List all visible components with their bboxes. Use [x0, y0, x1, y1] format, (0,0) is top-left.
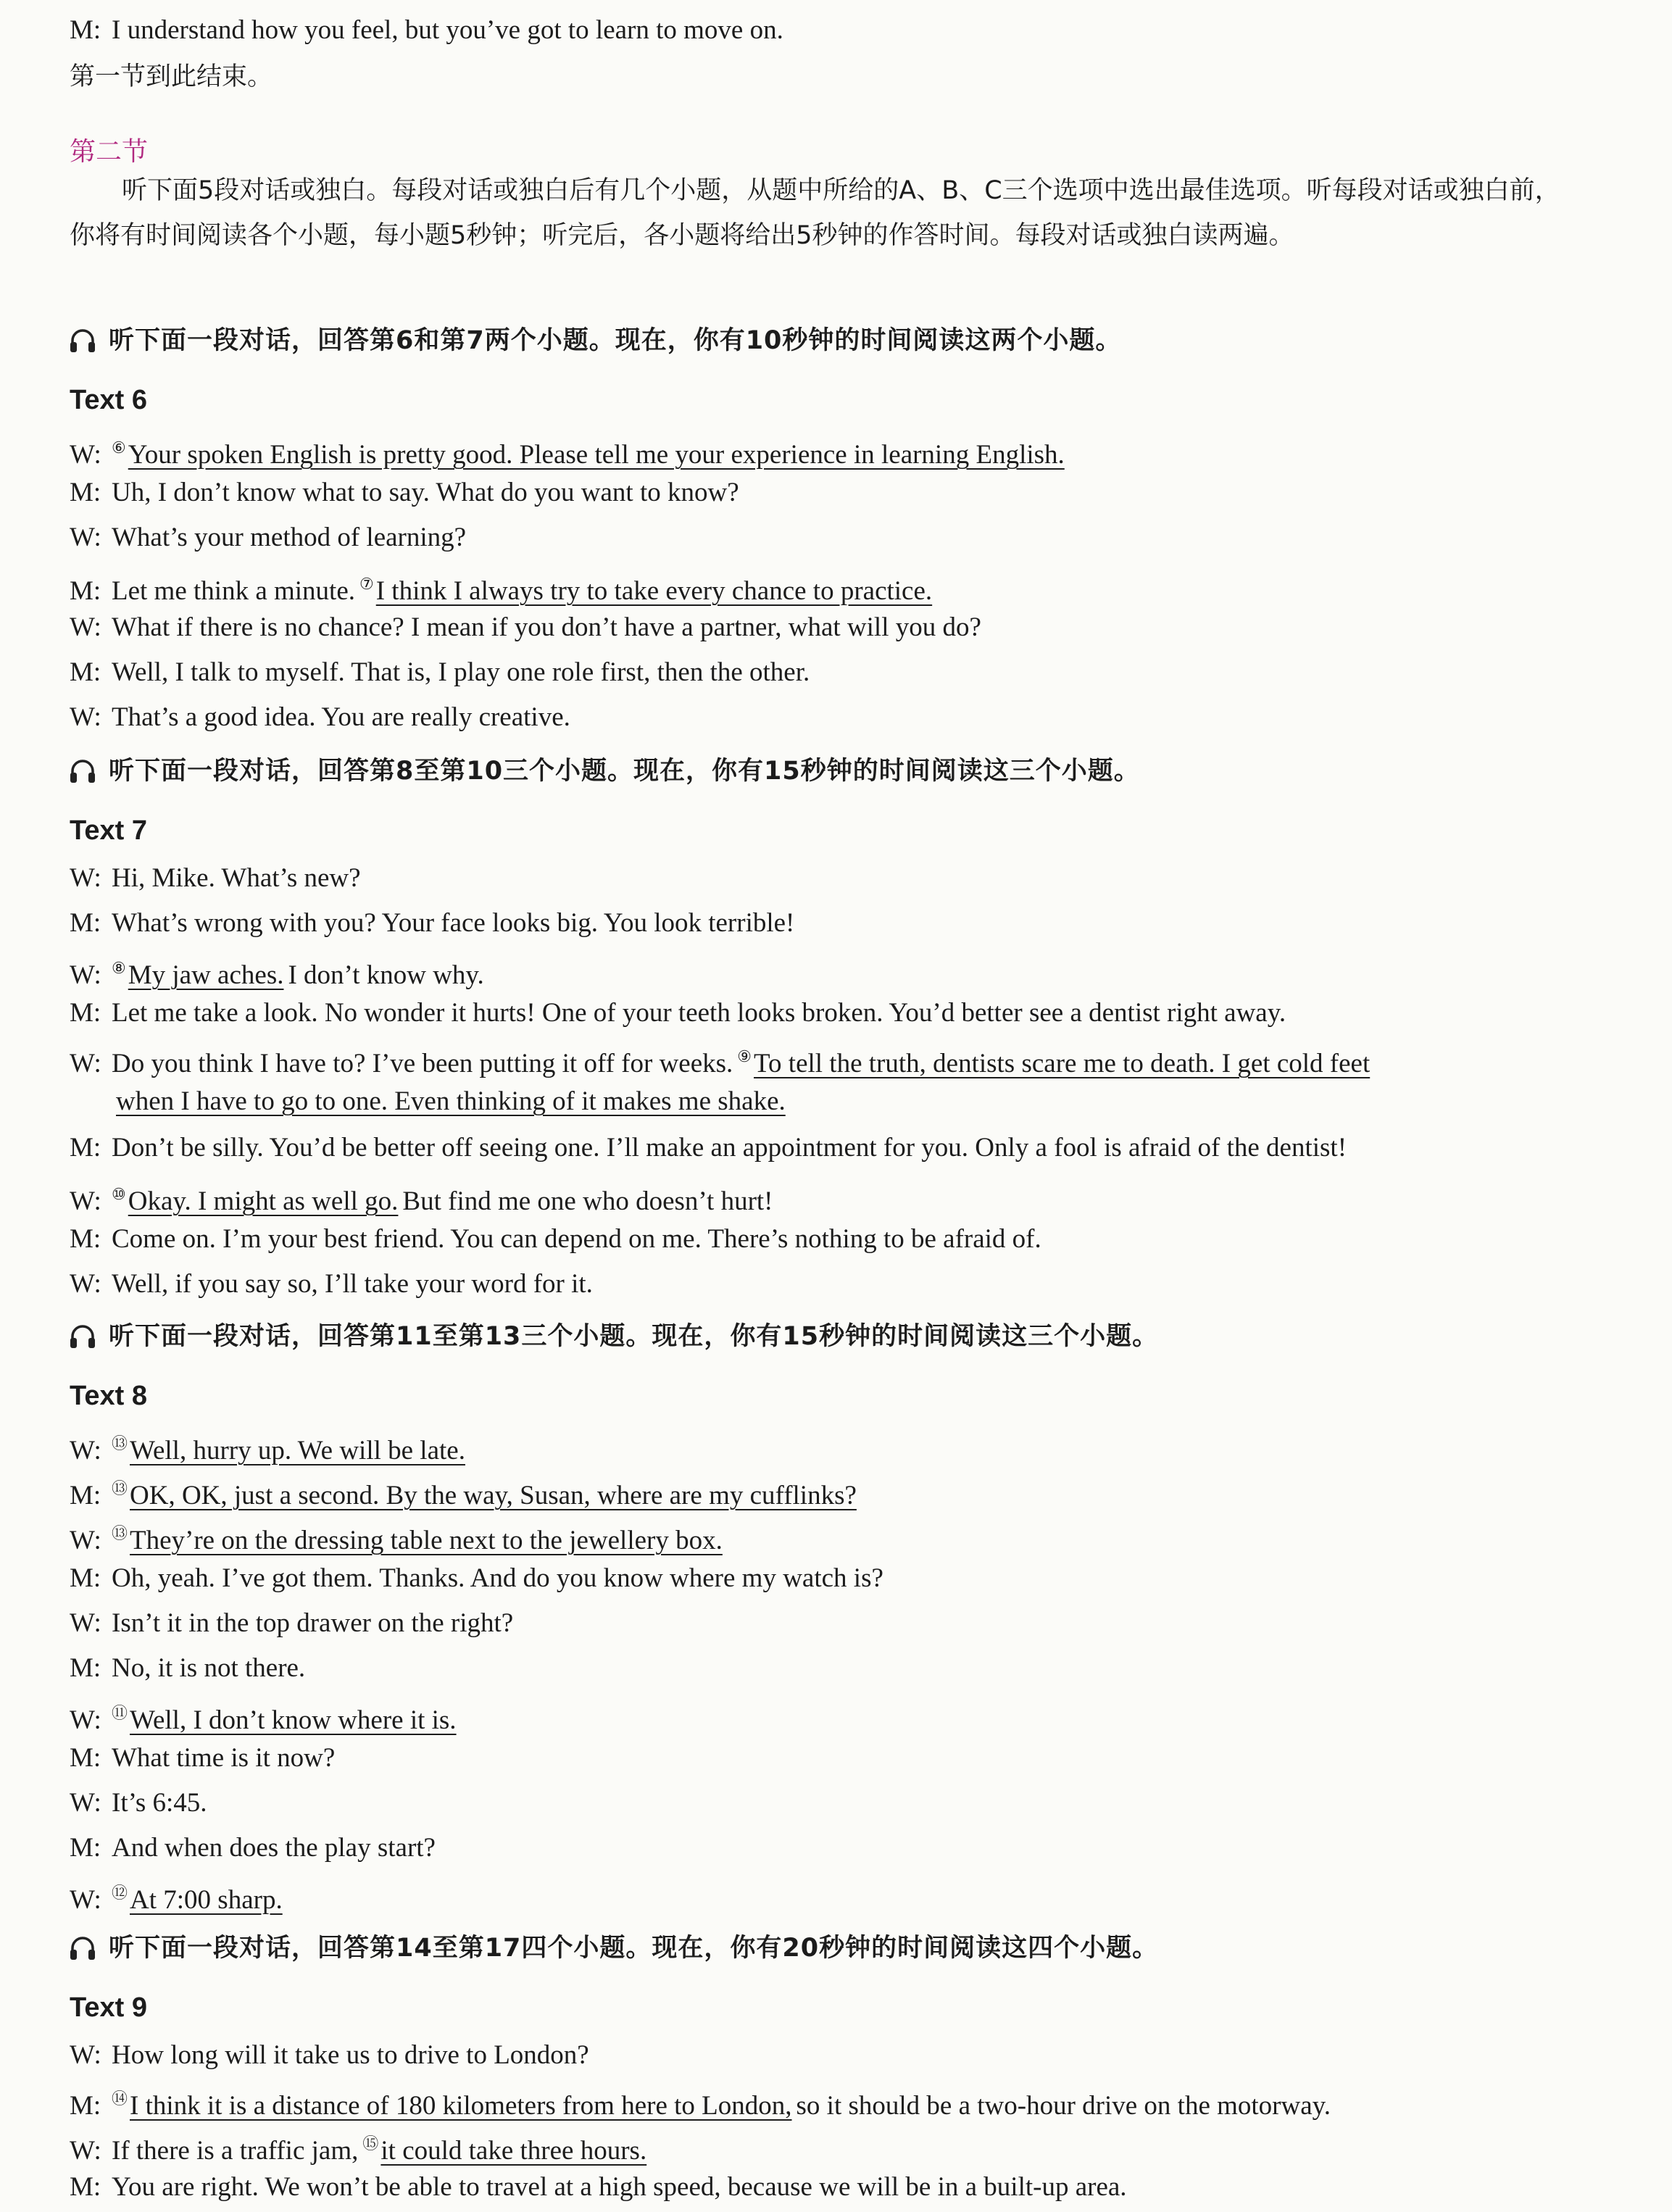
question-marker: ⑬ — [112, 1434, 128, 1452]
dialogue-line: W: ⑥Your spoken English is pretty good. Please tell me your experience in learning English. — [70, 438, 1065, 470]
dialogue-line: W: Hi, Mike. What’s new? — [70, 863, 361, 893]
answer-underline: Well, I don’t know where it is. — [130, 1705, 457, 1735]
dialogue-line: W: How long will it take us to drive to London? — [70, 2040, 589, 2070]
dialogue-line: W: ⑪Well, I don’t know where it is. — [70, 1704, 457, 1735]
answer-underline: Okay. I might as well go. — [128, 1186, 399, 1216]
text-heading: Text 8 — [70, 1381, 148, 1411]
question-marker: ⑥ — [112, 438, 126, 457]
answer-underline: They’re on the dressing table next to the jewellery box. — [130, 1526, 723, 1555]
dialogue-line: M: ⑭I think it is a distance of 180 kilometers from here to London, so it should be a two-hour drive on the motorway. — [70, 2090, 1331, 2121]
section-title: 第二节 — [70, 137, 149, 167]
headphones-icon — [70, 759, 96, 783]
dialogue-line: M: Uh, I don’t know what to say. What do you want to know? — [70, 478, 739, 507]
dialogue-line: M: You are right. We won’t be able to travel at a high speed, because we will be in a built-up area. — [70, 2172, 1127, 2202]
question-marker: ⑪ — [112, 1704, 128, 1722]
question-marker: ⑨ — [737, 1047, 752, 1065]
answer-underline: I think it is a distance of 180 kilometers from here to London, — [130, 2091, 792, 2121]
listening-prompt: 听下面一段对话，回答第11至第13三个小题。现在，你有15秒钟的时间阅读这三个小题。 — [70, 1319, 1571, 1354]
text-heading: Text 9 — [70, 1992, 148, 2023]
headphones-icon — [70, 328, 96, 353]
dialogue-line: M: Let me think a minute. ⑦I think I always try to take every chance to practice. — [70, 575, 933, 606]
listening-prompt: 听下面一段对话，回答第6和第7两个小题。现在，你有10秒钟的时间阅读这两个小题。 — [70, 323, 1571, 358]
answer-underline: it could take three hours. — [380, 2136, 647, 2166]
dialogue-line: W: ⑬They’re on the dressing table next to the jewellery box. — [70, 1524, 723, 1555]
answer-underline: I think I always try to take every chance to practice. — [375, 576, 933, 606]
dialogue-line: M: No, it is not there. — [70, 1653, 306, 1683]
headphones-icon — [70, 1936, 96, 1961]
question-marker: ⑧ — [112, 959, 126, 977]
dialogue-line: M: Let me take a look. No wonder it hurts! One of your teeth looks broken. You’d better see a dentist right away. — [70, 998, 1286, 1028]
question-marker: ⑦ — [359, 575, 374, 593]
answer-underline: At 7:00 sharp. — [130, 1885, 283, 1915]
dialogue-line: M: What time is it now? — [70, 1743, 336, 1773]
dialogue-line: M: I understand how you feel, but you’ve got to learn to move on. — [70, 13, 1571, 48]
text-heading: Text 6 — [70, 385, 148, 415]
answer-underline: To tell the truth, dentists scare me to death. I get cold feet — [754, 1049, 1371, 1078]
speaker-label: M: — [70, 15, 101, 45]
dialogue-line: W: ⑬Well, hurry up. We will be late. — [70, 1434, 465, 1465]
section-end-note: 第一节到此结束。 — [70, 62, 273, 91]
dialogue-line: W: ⑫At 7:00 sharp. — [70, 1884, 283, 1915]
answer-underline: My jaw aches. — [128, 960, 284, 990]
dialogue-line: M: Come on. I’m your best friend. You can depend on me. There’s nothing to be afraid of. — [70, 1224, 1041, 1254]
dialogue-line: M: And when does the play start? — [70, 1833, 436, 1863]
dialogue-line: M: Oh, yeah. I’ve got them. Thanks. And do you know where my watch is? — [70, 1563, 883, 1593]
answer-underline: Your spoken English is pretty good. Please tell me your experience in learning English. — [128, 440, 1065, 470]
dialogue-line: W: If there is a traffic jam, ⑮it could take three hours. — [70, 2134, 647, 2166]
question-marker: ⑩ — [112, 1185, 126, 1203]
text-heading: Text 7 — [70, 815, 148, 846]
listening-prompt: 听下面一段对话，回答第8至第10三个小题。现在，你有15秒钟的时间阅读这三个小题。 — [70, 754, 1571, 789]
question-marker: ⑭ — [112, 2090, 128, 2108]
dialogue-line: W: ⑧My jaw aches. I don’t know why. — [70, 959, 484, 990]
dialogue-line: M: What’s wrong with you? Your face looks big. You look terrible! — [70, 908, 795, 938]
question-marker: ⑬ — [112, 1524, 128, 1542]
headphones-icon — [70, 1324, 96, 1349]
dialogue-line: W: ⑩Okay. I might as well go. But find me one who doesn’t hurt! — [70, 1185, 773, 1216]
dialogue-line: M: Don’t be silly. You’d be better off seeing one. I’ll make an appointment for you. Only a fool is afraid of the dentist! — [70, 1133, 1347, 1163]
answer-underline: Well, hurry up. We will be late. — [130, 1436, 465, 1465]
dialogue-line: W: Do you think I have to? I’ve been putting it off for weeks. ⑨To tell the truth, dentists scare me to death. I get cold feet — [70, 1047, 1371, 1078]
question-marker: ⑮ — [362, 2134, 379, 2153]
dialogue-line: W: Isn’t it in the top drawer on the right? — [70, 1608, 514, 1638]
answer-underline: OK, OK, just a second. By the way, Susan, where are my cufflinks? — [130, 1481, 857, 1510]
dialogue-line: M: ⑬OK, OK, just a second. By the way, Susan, where are my cufflinks? — [70, 1479, 857, 1510]
question-marker: ⑫ — [112, 1884, 128, 1902]
dialogue-line: W: What if there is no chance? I mean if you don’t have a partner, what will you do? — [70, 612, 981, 642]
dialogue-line: W: It’s 6:45. — [70, 1788, 207, 1818]
dialogue-line: W: That’s a good idea. You are really creative. — [70, 702, 570, 732]
dialogue-line-continuation — [70, 1084, 1571, 1119]
answer-underline: when I have to go to one. Even thinking of it makes me shake. — [116, 1086, 786, 1116]
dialogue-line: W: Well, if you say so, I’ll take your word for it. — [70, 1269, 593, 1299]
question-marker: ⑬ — [112, 1479, 128, 1497]
section-instructions: 听下面5段对话或独白。每段对话或独白后有几个小题，从题中所给的A、B、C三个选项中选出最佳选项。听每段对话或独白前，你将有时间阅读各个小题，每小题5秒钟；听完后，各小题将给出5秒钟的作答时间。每段对话或独白读两遍。 — [70, 176, 1560, 250]
listening-prompt: 听下面一段对话，回答第14至第17四个小题。现在，你有20秒钟的时间阅读这四个小题。 — [70, 1931, 1571, 1966]
dialogue-line: M: Well, I talk to myself. That is, I play one role first, then the other. — [70, 657, 810, 687]
dialogue-line: W: What’s your method of learning? — [70, 523, 467, 552]
